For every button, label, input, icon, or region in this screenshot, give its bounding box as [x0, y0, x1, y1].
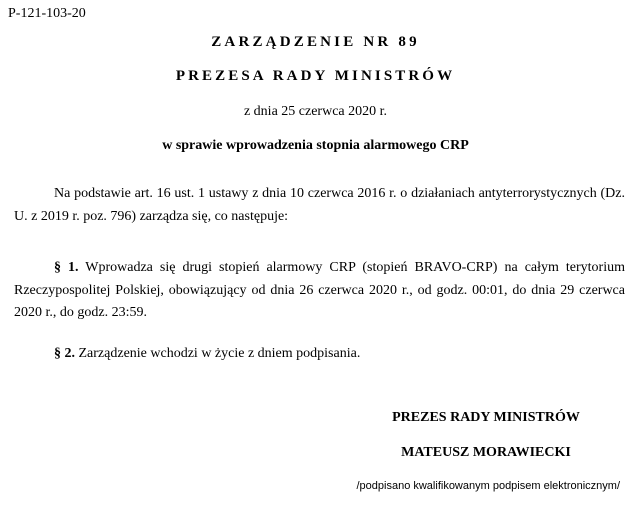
intro-paragraph: Na podstawie art. 16 ust. 1 ustawy z dnia 10 czerwca 2016 r. o działaniach antyterrorystycznych (Dz. U. z 2019 r. poz. 796) zarządza się, co następuje: — [14, 186, 625, 224]
document-reference-number: P-121-103-20 — [8, 6, 86, 21]
signature-note: /podpisano kwalifikowanym podpisem elektronicznym/ — [356, 480, 620, 492]
document-title: ZARZĄDZENIE NR 89 — [211, 34, 420, 50]
section-1-paragraph — [14, 257, 625, 325]
section-2-text: Zarządzenie wchodzi w życie z dniem podpisania. — [78, 346, 361, 361]
section-2-mark: § 2. — [54, 346, 75, 361]
document-date: z dnia 25 czerwca 2020 r. — [243, 104, 388, 119]
section-2-paragraph — [14, 343, 625, 366]
document-issuer: PREZESA RADY MINISTRÓW — [175, 68, 456, 84]
signatory-title: PREZES RADY MINISTRÓW — [392, 410, 580, 425]
signatory-name: MATEUSZ MORAWIECKI — [401, 445, 571, 460]
section-1-text: Wprowadza się drugi stopień alarmowy CRP (stopień BRAVO-CRP) na całym terytorium Rzeczypospolitej Polskiej, obowiązujący od dnia 26 czerwca 2020 r., od godz. 00:01, do dnia 29 czerwca 2020 r., do godz. 23:59. — [14, 260, 625, 320]
document-subject: w sprawie wprowadzenia stopnia alarmowego CRP — [162, 138, 469, 153]
section-1-mark: § 1. — [54, 260, 79, 275]
